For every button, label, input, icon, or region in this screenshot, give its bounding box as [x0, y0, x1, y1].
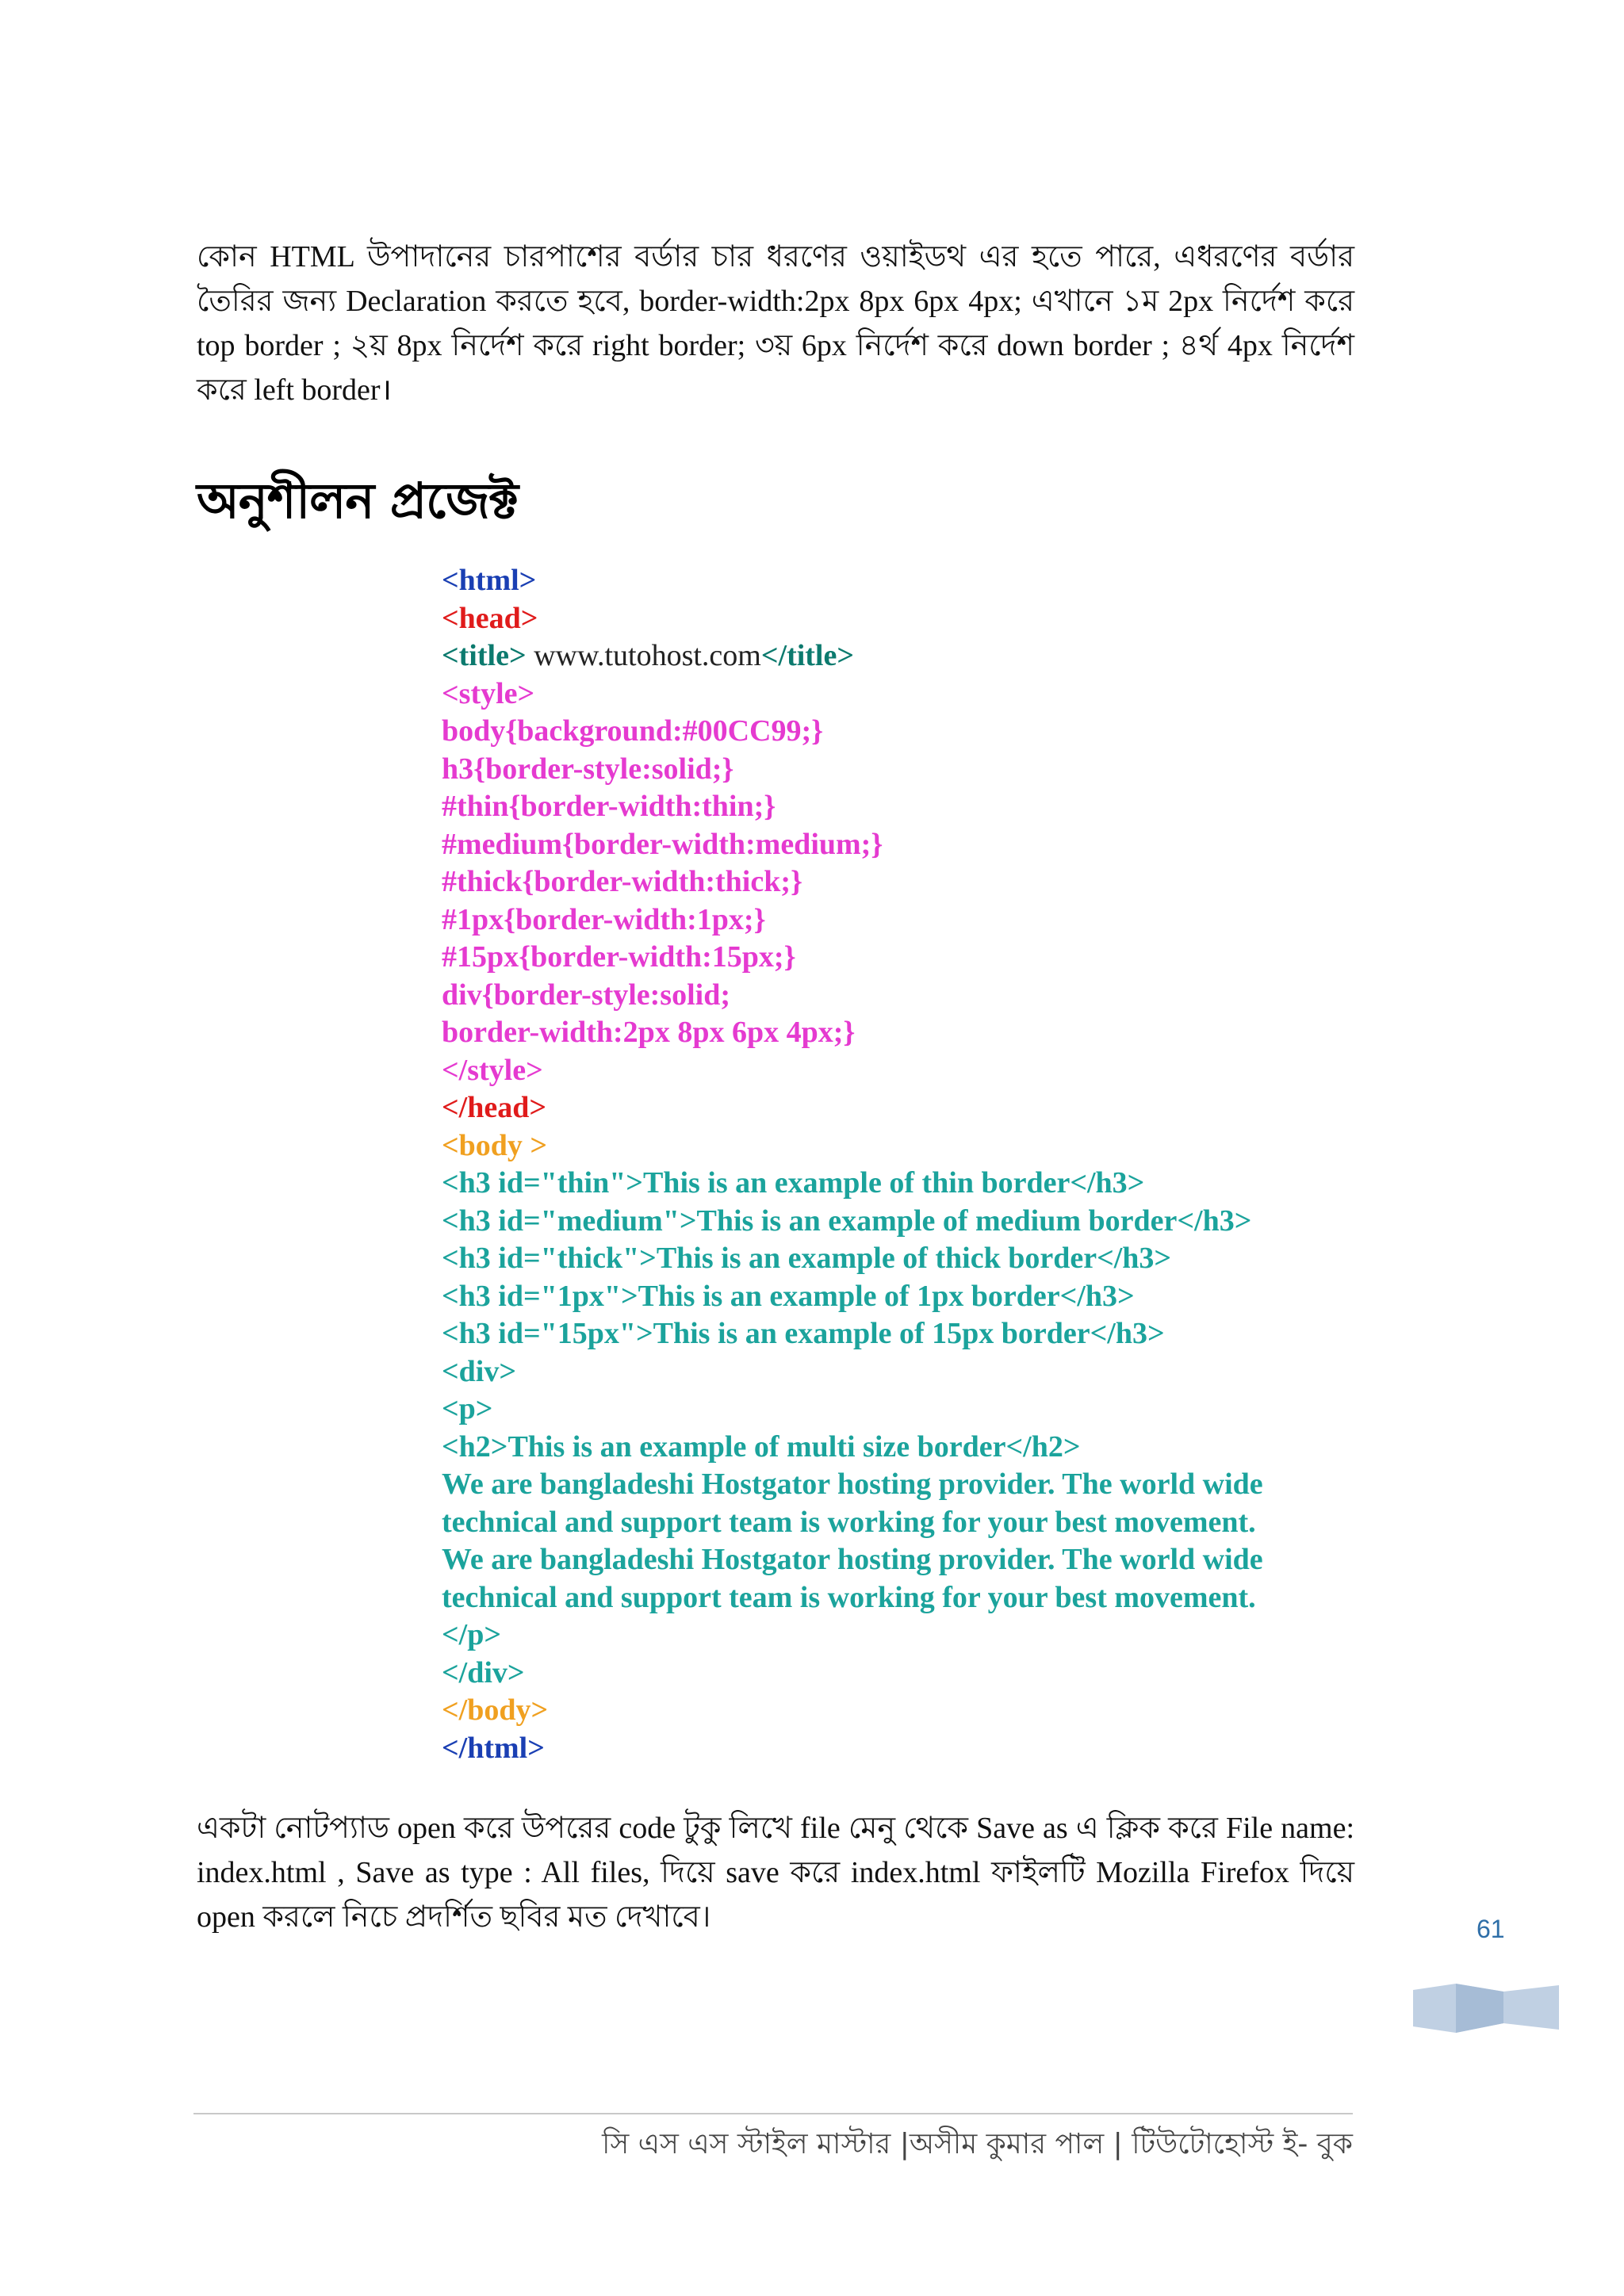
code-title-text: www.tutohost.com: [526, 639, 761, 672]
code-css-line: #1px{border-width:1px;}: [442, 902, 766, 936]
intro-paragraph: কোন HTML উপাদানের চারপাশের বর্ডার চার ধরণের ওয়াইডথ এর হতে পারে, এধরণের বর্ডার তৈরির জন্য Declaration করতে হবে, border-width:2px 8px 6px 4px; এখানে ১ম 2px নির্দেশ করে top border ; ২য় 8px নির্দেশ করে right border; ৩য় 6px নির্দেশ করে down border ; ৪র্থ 4px নির্দেশ করে left border।: [197, 240, 1354, 407]
code-paragraph-text: We are bangladeshi Hostgator hosting provider. The world wide technical and support team is working for your best movement.: [442, 1468, 1263, 1539]
code-css-line: #medium{border-width:medium;}: [442, 827, 883, 861]
code-head-close: </head>: [442, 1091, 546, 1124]
code-title-close: </title>: [760, 639, 855, 672]
code-css-line: #15px{border-width:15px;}: [442, 940, 796, 974]
code-closing-line: </p>: [442, 1618, 501, 1651]
page-ribbon-fold: [1456, 1984, 1503, 2033]
code-body-line: <h3 id="thin">This is an example of thin border</h3>: [442, 1166, 1145, 1200]
code-body-line: <h3 id="thick">This is an example of thick border</h3>: [442, 1242, 1172, 1275]
code-title-line: [442, 637, 1377, 675]
code-css-line: border-width:2px 8px 6px 4px;}: [442, 1016, 856, 1049]
code-css-line: body{background:#00CC99;}: [442, 714, 824, 748]
code-body-line: <div>: [442, 1354, 516, 1388]
code-body-line: <h3 id="medium">This is an example of medium border</h3>: [442, 1203, 1252, 1238]
code-body-close: </body>: [442, 1693, 549, 1727]
footer-divider: [193, 2113, 1353, 2114]
code-style-close: </style>: [442, 1053, 543, 1087]
code-html-close: </html>: [442, 1731, 545, 1765]
page-number: 61: [1477, 1915, 1505, 1943]
code-style-open: <style>: [442, 676, 535, 710]
code-block: [442, 562, 1377, 1767]
code-html-open: <html>: [442, 564, 537, 597]
code-body-line: <h3 id="1px">This is an example of 1px border</h3>: [442, 1279, 1135, 1313]
footer-text: সি এস এস স্টাইল মাস্টার |অসীম কুমার পাল | টিউটোহোস্ট ই- বুক: [602, 2128, 1353, 2160]
code-paragraph-text: We are bangladeshi Hostgator hosting provider. The world wide technical and support team is working for your best movement.: [442, 1543, 1263, 1614]
code-css-line: #thin{border-width:thin;}: [442, 790, 776, 823]
code-closing-line: </div>: [442, 1655, 525, 1689]
code-css-line: div{border-style:solid;: [442, 978, 730, 1012]
code-head-open: <head>: [442, 601, 538, 635]
code-body-line: <p>: [442, 1392, 493, 1425]
page-ribbon-decoration: [1408, 1980, 1564, 2038]
code-css-line: h3{border-style:solid;}: [442, 752, 734, 786]
code-body-open: <body >: [442, 1128, 548, 1162]
code-body-line: <h2>This is an example of multi size border</h2>: [442, 1429, 1081, 1464]
outro-paragraph: একটা নোটপ্যাড open করে উপরের code টুকু লিখে file মেনু থেকে Save as এ ক্লিক করে File name: index.html , Save as type : All files, দিয়ে save করে index.html ফাইলটি Mozilla Firefox দিয়ে open করলে নিচে প্রদর্শিত ছবির মত দেখাবে।: [197, 1812, 1354, 1934]
code-body-line: <h3 id="15px">This is an example of 15px border</h3>: [442, 1317, 1165, 1350]
section-heading: অনুশীলন প্রজেক্ট: [197, 472, 518, 530]
code-css-line: #thick{border-width:thick;}: [442, 865, 802, 898]
code-title-open: <title>: [442, 639, 527, 672]
